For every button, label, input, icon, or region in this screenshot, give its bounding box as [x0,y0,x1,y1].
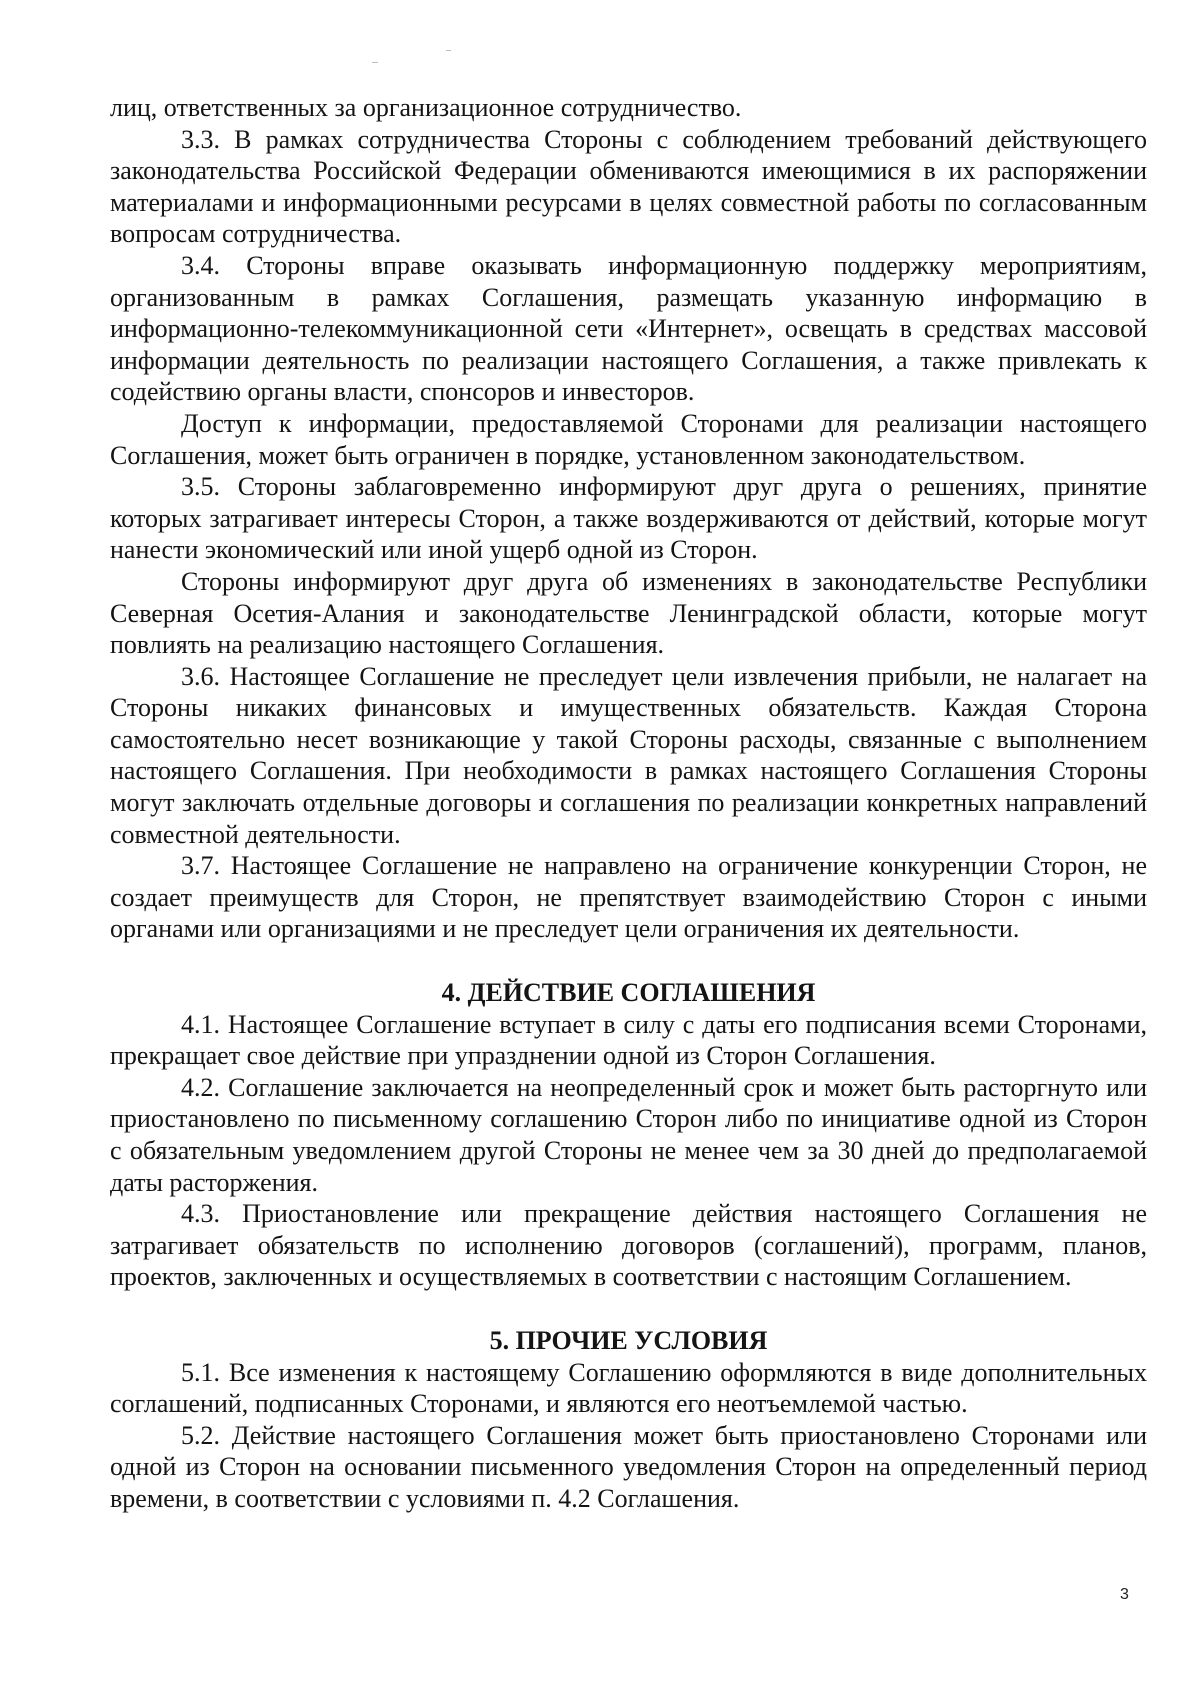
document-body [110,92,1147,1515]
scan-speck [372,62,378,63]
paragraph-3-4: 3.4. Стороны вправе оказывать информационную поддержку мероприятиям, организованным в рамках Соглашения, размещать указанную информацию в информационно-телекоммуникационной сети «Интернет», освещать в средствах массовой информации деятельность по реализации настоящего Соглашения, а также привлекать к содействию органы власти, спонсоров и инвесторов. [110,250,1147,407]
paragraph-3-7: 3.7. Настоящее Соглашение не направлено на ограничение конкуренции Сторон, не создает преимуществ для Сторон, не препятствует взаимодействию Сторон с иными органами или организациями и не преследует цели ограничения их деятельности. [110,851,1147,944]
paragraph-4-1: 4.1. Настоящее Соглашение вступает в силу с даты его подписания всеми Сторонами, прекращает свое действие при упразднении одной из Сторон Соглашения. [110,1009,1147,1071]
paragraph-3-3: 3.3. В рамках сотрудничества Стороны с соблюдением требований действующего законодательства Российской Федерации обмениваются имеющимися в их распоряжении материалами и информационными ресурсами в целях совместной работы по согласованным вопросам сотрудничества. [110,124,1147,249]
paragraph-3-6: 3.6. Настоящее Соглашение не преследует цели извлечения прибыли, не налагает на Стороны никаких финансовых и имущественных обязательств. Каждая Сторона самостоятельно несет возникающие у такой Стороны расходы, связанные с выполнением настоящего Соглашения. При необходимости в рамках настоящего Соглашения Стороны могут заключать отдельные договоры и соглашения по реализации конкретных направлений совместной деятельности. [110,661,1147,849]
section-gap [110,1293,1147,1325]
paragraph-3-4-access: Доступ к информации, предоставляемой Сторонами для реализации настоящего Соглашения, может быть ограничен в порядке, установленном законодательством. [110,408,1147,470]
page-number: 3 [1120,1586,1129,1603]
section-4-heading: 4. ДЕЙСТВИЕ СОГЛАШЕНИЯ [441,978,816,1008]
section-gap [110,945,1147,977]
paragraph-3-5: 3.5. Стороны заблаговременно информируют друг друга о решениях, принятие которых затрагивает интересы Сторон, а также воздерживаются от действий, которые могут нанести экономический или иной ущерб одной из Сторон. [110,472,1147,565]
paragraph-5-2: 5.2. Действие настоящего Соглашения может быть приостановлено Сторонами или одной из Сторон на основании письменного уведомления Сторон на определенный период времени, в соответствии с условиями п. 4.2 Соглашения. [110,1420,1147,1513]
paragraph-5-1: 5.1. Все изменения к настоящему Соглашению оформляются в виде дополнительных соглашений, подписанных Сторонами, и являются его неотъемлемой частью. [110,1357,1147,1419]
paragraph-4-3: 4.3. Приостановление или прекращение действия настоящего Соглашения не затрагивает обязательств по исполнению договоров (соглашений), программ, планов, проектов, заключенных и осуществляемых в соответствии с настоящим Соглашением. [110,1199,1147,1292]
paragraph-3-5-legislation: Стороны информируют друг друга об изменениях в законодательстве Республики Северная Осетия-Алания и законодательстве Ленинградской области, которые могут повлиять на реализацию настоящего Соглашения. [110,566,1147,660]
scan-speck [446,50,451,51]
paragraph-4-2: 4.2. Соглашение заключается на неопределенный срок и может быть расторгнуто или приостановлено по письменному соглашению Сторон либо по инициативе одной из Сторон с обязательным уведомлением другой Стороны не менее чем за 30 дней до предполагаемой даты расторжения. [110,1072,1147,1197]
section-5-heading: 5. ПРОЧИЕ УСЛОВИЯ [489,1325,768,1355]
paragraph-3-2-tail: лиц, ответственных за организационное сотрудничество. [110,93,742,122]
